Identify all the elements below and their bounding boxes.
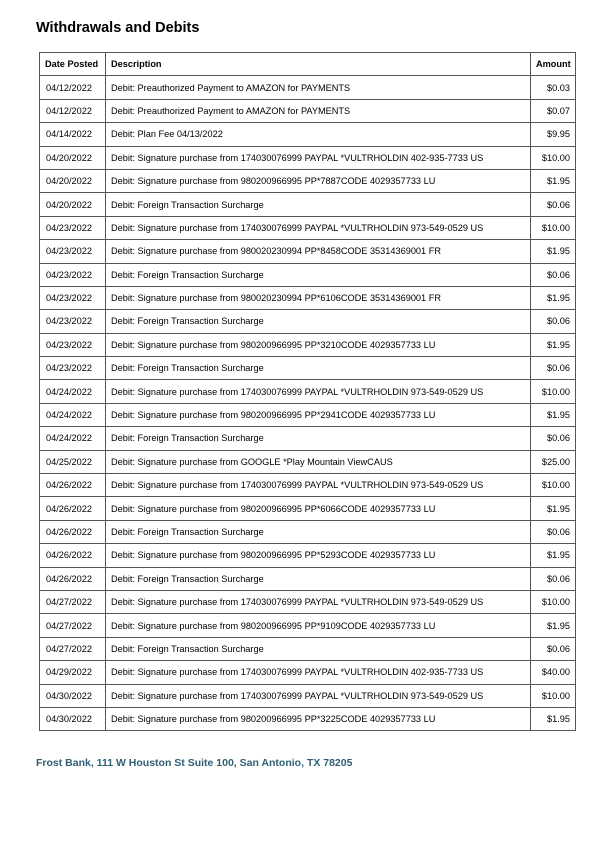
cell-description: Debit: Foreign Transaction Surcharge (106, 520, 531, 543)
cell-amount: $0.07 (531, 99, 576, 122)
cell-amount: $1.95 (531, 333, 576, 356)
table-row (40, 614, 576, 637)
cell-description: Debit: Signature purchase from 174030076999 PAYPAL *VULTRHOLDIN 402-935-7733 US (106, 661, 531, 684)
table-row (40, 146, 576, 169)
cell-date: 04/26/2022 (40, 474, 106, 497)
table-row (40, 380, 576, 403)
cell-description: Debit: Foreign Transaction Surcharge (106, 567, 531, 590)
section-title: Withdrawals and Debits (36, 20, 200, 36)
cell-amount: $1.95 (531, 497, 576, 520)
table-row (40, 590, 576, 613)
cell-date: 04/30/2022 (40, 684, 106, 707)
table-row (40, 567, 576, 590)
cell-description: Debit: Plan Fee 04/13/2022 (106, 123, 531, 146)
cell-description: Debit: Signature purchase from 980200966995 PP*2941CODE 4029357733 LU (106, 403, 531, 426)
table-row (40, 403, 576, 426)
table-row (40, 286, 576, 309)
cell-date: 04/23/2022 (40, 240, 106, 263)
cell-date: 04/29/2022 (40, 661, 106, 684)
cell-description: Debit: Signature purchase from 174030076999 PAYPAL *VULTRHOLDIN 973-549-0529 US (106, 380, 531, 403)
cell-date: 04/24/2022 (40, 403, 106, 426)
cell-amount: $10.00 (531, 590, 576, 613)
cell-date: 04/26/2022 (40, 520, 106, 543)
cell-amount: $1.95 (531, 544, 576, 567)
table-row (40, 76, 576, 99)
cell-amount: $10.00 (531, 474, 576, 497)
cell-description: Debit: Preauthorized Payment to AMAZON for PAYMENTS (106, 76, 531, 99)
cell-date: 04/23/2022 (40, 310, 106, 333)
cell-amount: $10.00 (531, 146, 576, 169)
cell-description: Debit: Signature purchase from 980200966995 PP*3210CODE 4029357733 LU (106, 333, 531, 356)
cell-description: Debit: Foreign Transaction Surcharge (106, 637, 531, 660)
cell-date: 04/24/2022 (40, 427, 106, 450)
cell-date: 04/12/2022 (40, 76, 106, 99)
cell-date: 04/14/2022 (40, 123, 106, 146)
cell-amount: $10.00 (531, 380, 576, 403)
cell-description: Debit: Foreign Transaction Surcharge (106, 310, 531, 333)
cell-description: Debit: Preauthorized Payment to AMAZON for PAYMENTS (106, 99, 531, 122)
table-row (40, 216, 576, 239)
withdrawals-table (39, 52, 576, 731)
table-row (40, 544, 576, 567)
cell-amount: $0.06 (531, 310, 576, 333)
table-row (40, 661, 576, 684)
cell-date: 04/23/2022 (40, 216, 106, 239)
cell-amount: $0.06 (531, 193, 576, 216)
cell-date: 04/12/2022 (40, 99, 106, 122)
cell-date: 04/27/2022 (40, 590, 106, 613)
cell-description: Debit: Signature purchase from 980020230994 PP*6106CODE 35314369001 FR (106, 286, 531, 309)
table-row (40, 240, 576, 263)
cell-description: Debit: Signature purchase from GOOGLE *Play Mountain ViewCAUS (106, 450, 531, 473)
table-row (40, 474, 576, 497)
table-row (40, 333, 576, 356)
cell-description: Debit: Signature purchase from 980200966995 PP*9109CODE 4029357733 LU (106, 614, 531, 637)
cell-amount: $0.06 (531, 357, 576, 380)
cell-amount: $1.95 (531, 240, 576, 263)
cell-amount: $0.06 (531, 427, 576, 450)
cell-date: 04/26/2022 (40, 544, 106, 567)
table-row (40, 169, 576, 192)
cell-amount: $0.06 (531, 263, 576, 286)
cell-amount: $0.06 (531, 637, 576, 660)
cell-date: 04/30/2022 (40, 707, 106, 730)
cell-description: Debit: Signature purchase from 980200966995 PP*3225CODE 4029357733 LU (106, 707, 531, 730)
cell-date: 04/20/2022 (40, 146, 106, 169)
cell-amount: $1.95 (531, 614, 576, 637)
table-row (40, 193, 576, 216)
table-row (40, 99, 576, 122)
bank-address: Frost Bank, 111 W Houston St Suite 100, San Antonio, TX 78205 (36, 757, 353, 769)
cell-description: Debit: Foreign Transaction Surcharge (106, 263, 531, 286)
cell-description: Debit: Signature purchase from 980200966995 PP*7887CODE 4029357733 LU (106, 169, 531, 192)
cell-date: 04/23/2022 (40, 263, 106, 286)
cell-amount: $0.06 (531, 520, 576, 543)
column-header-description: Description (106, 53, 531, 76)
cell-amount: $10.00 (531, 216, 576, 239)
table-row (40, 637, 576, 660)
cell-date: 04/26/2022 (40, 567, 106, 590)
cell-date: 04/23/2022 (40, 357, 106, 380)
cell-date: 04/27/2022 (40, 614, 106, 637)
cell-date: 04/25/2022 (40, 450, 106, 473)
cell-description: Debit: Foreign Transaction Surcharge (106, 193, 531, 216)
cell-amount: $25.00 (531, 450, 576, 473)
cell-date: 04/27/2022 (40, 637, 106, 660)
table-row (40, 357, 576, 380)
cell-amount: $1.95 (531, 286, 576, 309)
cell-amount: $0.06 (531, 567, 576, 590)
cell-description: Debit: Signature purchase from 174030076999 PAYPAL *VULTRHOLDIN 973-549-0529 US (106, 590, 531, 613)
table-row (40, 497, 576, 520)
table-row (40, 310, 576, 333)
cell-amount: $1.95 (531, 169, 576, 192)
cell-description: Debit: Signature purchase from 174030076999 PAYPAL *VULTRHOLDIN 973-549-0529 US (106, 216, 531, 239)
cell-description: Debit: Signature purchase from 980200966995 PP*6066CODE 4029357733 LU (106, 497, 531, 520)
column-header-date: Date Posted (40, 53, 106, 76)
cell-date: 04/23/2022 (40, 286, 106, 309)
cell-description: Debit: Foreign Transaction Surcharge (106, 427, 531, 450)
table-row (40, 427, 576, 450)
table-body (40, 76, 576, 731)
cell-date: 04/20/2022 (40, 169, 106, 192)
cell-description: Debit: Signature purchase from 174030076999 PAYPAL *VULTRHOLDIN 402-935-7733 US (106, 146, 531, 169)
cell-amount: $0.03 (531, 76, 576, 99)
cell-amount: $10.00 (531, 684, 576, 707)
cell-date: 04/23/2022 (40, 333, 106, 356)
cell-description: Debit: Signature purchase from 980200966995 PP*5293CODE 4029357733 LU (106, 544, 531, 567)
cell-date: 04/24/2022 (40, 380, 106, 403)
cell-date: 04/20/2022 (40, 193, 106, 216)
cell-amount: $1.95 (531, 707, 576, 730)
cell-description: Debit: Foreign Transaction Surcharge (106, 357, 531, 380)
table-row (40, 450, 576, 473)
cell-amount: $1.95 (531, 403, 576, 426)
cell-amount: $9.95 (531, 123, 576, 146)
table-header-row (40, 53, 576, 76)
cell-date: 04/26/2022 (40, 497, 106, 520)
column-header-amount: Amount (531, 53, 576, 76)
cell-description: Debit: Signature purchase from 174030076999 PAYPAL *VULTRHOLDIN 973-549-0529 US (106, 474, 531, 497)
cell-description: Debit: Signature purchase from 174030076999 PAYPAL *VULTRHOLDIN 973-549-0529 US (106, 684, 531, 707)
table-row (40, 684, 576, 707)
table-row (40, 263, 576, 286)
cell-description: Debit: Signature purchase from 980020230994 PP*8458CODE 35314369001 FR (106, 240, 531, 263)
table-row (40, 707, 576, 730)
cell-amount: $40.00 (531, 661, 576, 684)
table-row (40, 520, 576, 543)
table-row (40, 123, 576, 146)
